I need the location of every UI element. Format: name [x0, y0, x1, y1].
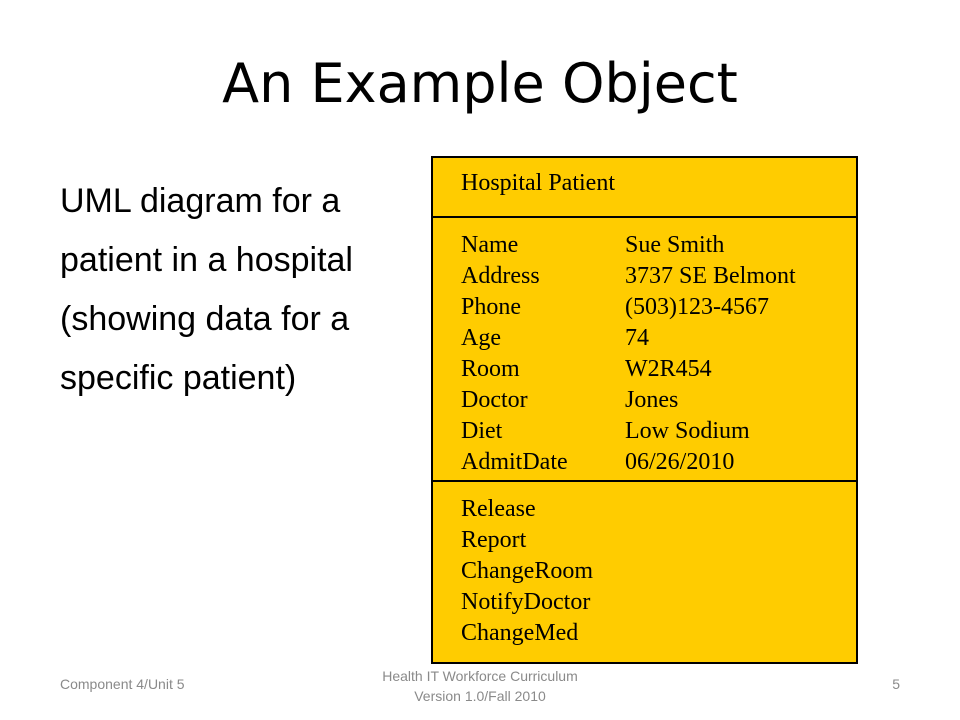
footer-curriculum	[330, 666, 630, 706]
uml-attribute-row	[461, 261, 856, 292]
attribute-name: Name	[461, 232, 519, 258]
uml-operation: Release	[461, 496, 536, 522]
attribute-value: Low Sodium	[625, 418, 750, 444]
body-line: UML diagram for a	[60, 182, 341, 220]
attribute-name: Diet	[461, 418, 503, 444]
attribute-value: W2R454	[625, 356, 712, 382]
uml-attribute-row	[461, 447, 856, 478]
footer-curriculum-line2: Version 1.0/Fall 2010	[414, 688, 546, 704]
attribute-value: 3737 SE Belmont	[625, 263, 796, 289]
uml-attributes-section	[433, 218, 856, 482]
uml-attribute-row	[461, 292, 856, 323]
footer-component: Component 4/Unit 5	[60, 676, 185, 692]
attribute-value: 06/26/2010	[625, 449, 735, 475]
attribute-name: Address	[461, 263, 540, 289]
footer-page-number: 5	[892, 676, 900, 692]
uml-attribute-row	[461, 354, 856, 385]
attribute-value: Sue Smith	[625, 232, 725, 258]
attribute-name: AdmitDate	[461, 449, 568, 475]
attribute-name: Room	[461, 356, 520, 382]
attribute-name: Doctor	[461, 387, 528, 413]
attribute-value: 74	[625, 325, 649, 351]
slide-body-text	[60, 172, 440, 408]
uml-operation: NotifyDoctor	[461, 589, 591, 615]
uml-operation: ChangeMed	[461, 620, 579, 646]
uml-class-name: Hospital Patient	[461, 170, 615, 196]
attribute-name: Age	[461, 325, 501, 351]
uml-operation: Report	[461, 527, 527, 553]
attribute-value: (503)123-4567	[625, 294, 769, 320]
slide-title: An Example Object	[222, 52, 738, 115]
body-line: specific patient)	[60, 359, 297, 397]
uml-attribute-row	[461, 416, 856, 447]
uml-class-name-section	[433, 158, 856, 218]
attribute-name: Phone	[461, 294, 521, 320]
attribute-value: Jones	[625, 387, 679, 413]
footer-curriculum-line1: Health IT Workforce Curriculum	[382, 668, 578, 684]
uml-operation: ChangeRoom	[461, 558, 593, 584]
uml-object-diagram	[431, 156, 858, 664]
uml-operations-section	[433, 482, 856, 662]
uml-attribute-row	[461, 230, 856, 261]
uml-attribute-row	[461, 323, 856, 354]
body-line: (showing data for a	[60, 300, 350, 338]
uml-attribute-row	[461, 385, 856, 416]
body-line: patient in a hospital	[60, 241, 353, 279]
